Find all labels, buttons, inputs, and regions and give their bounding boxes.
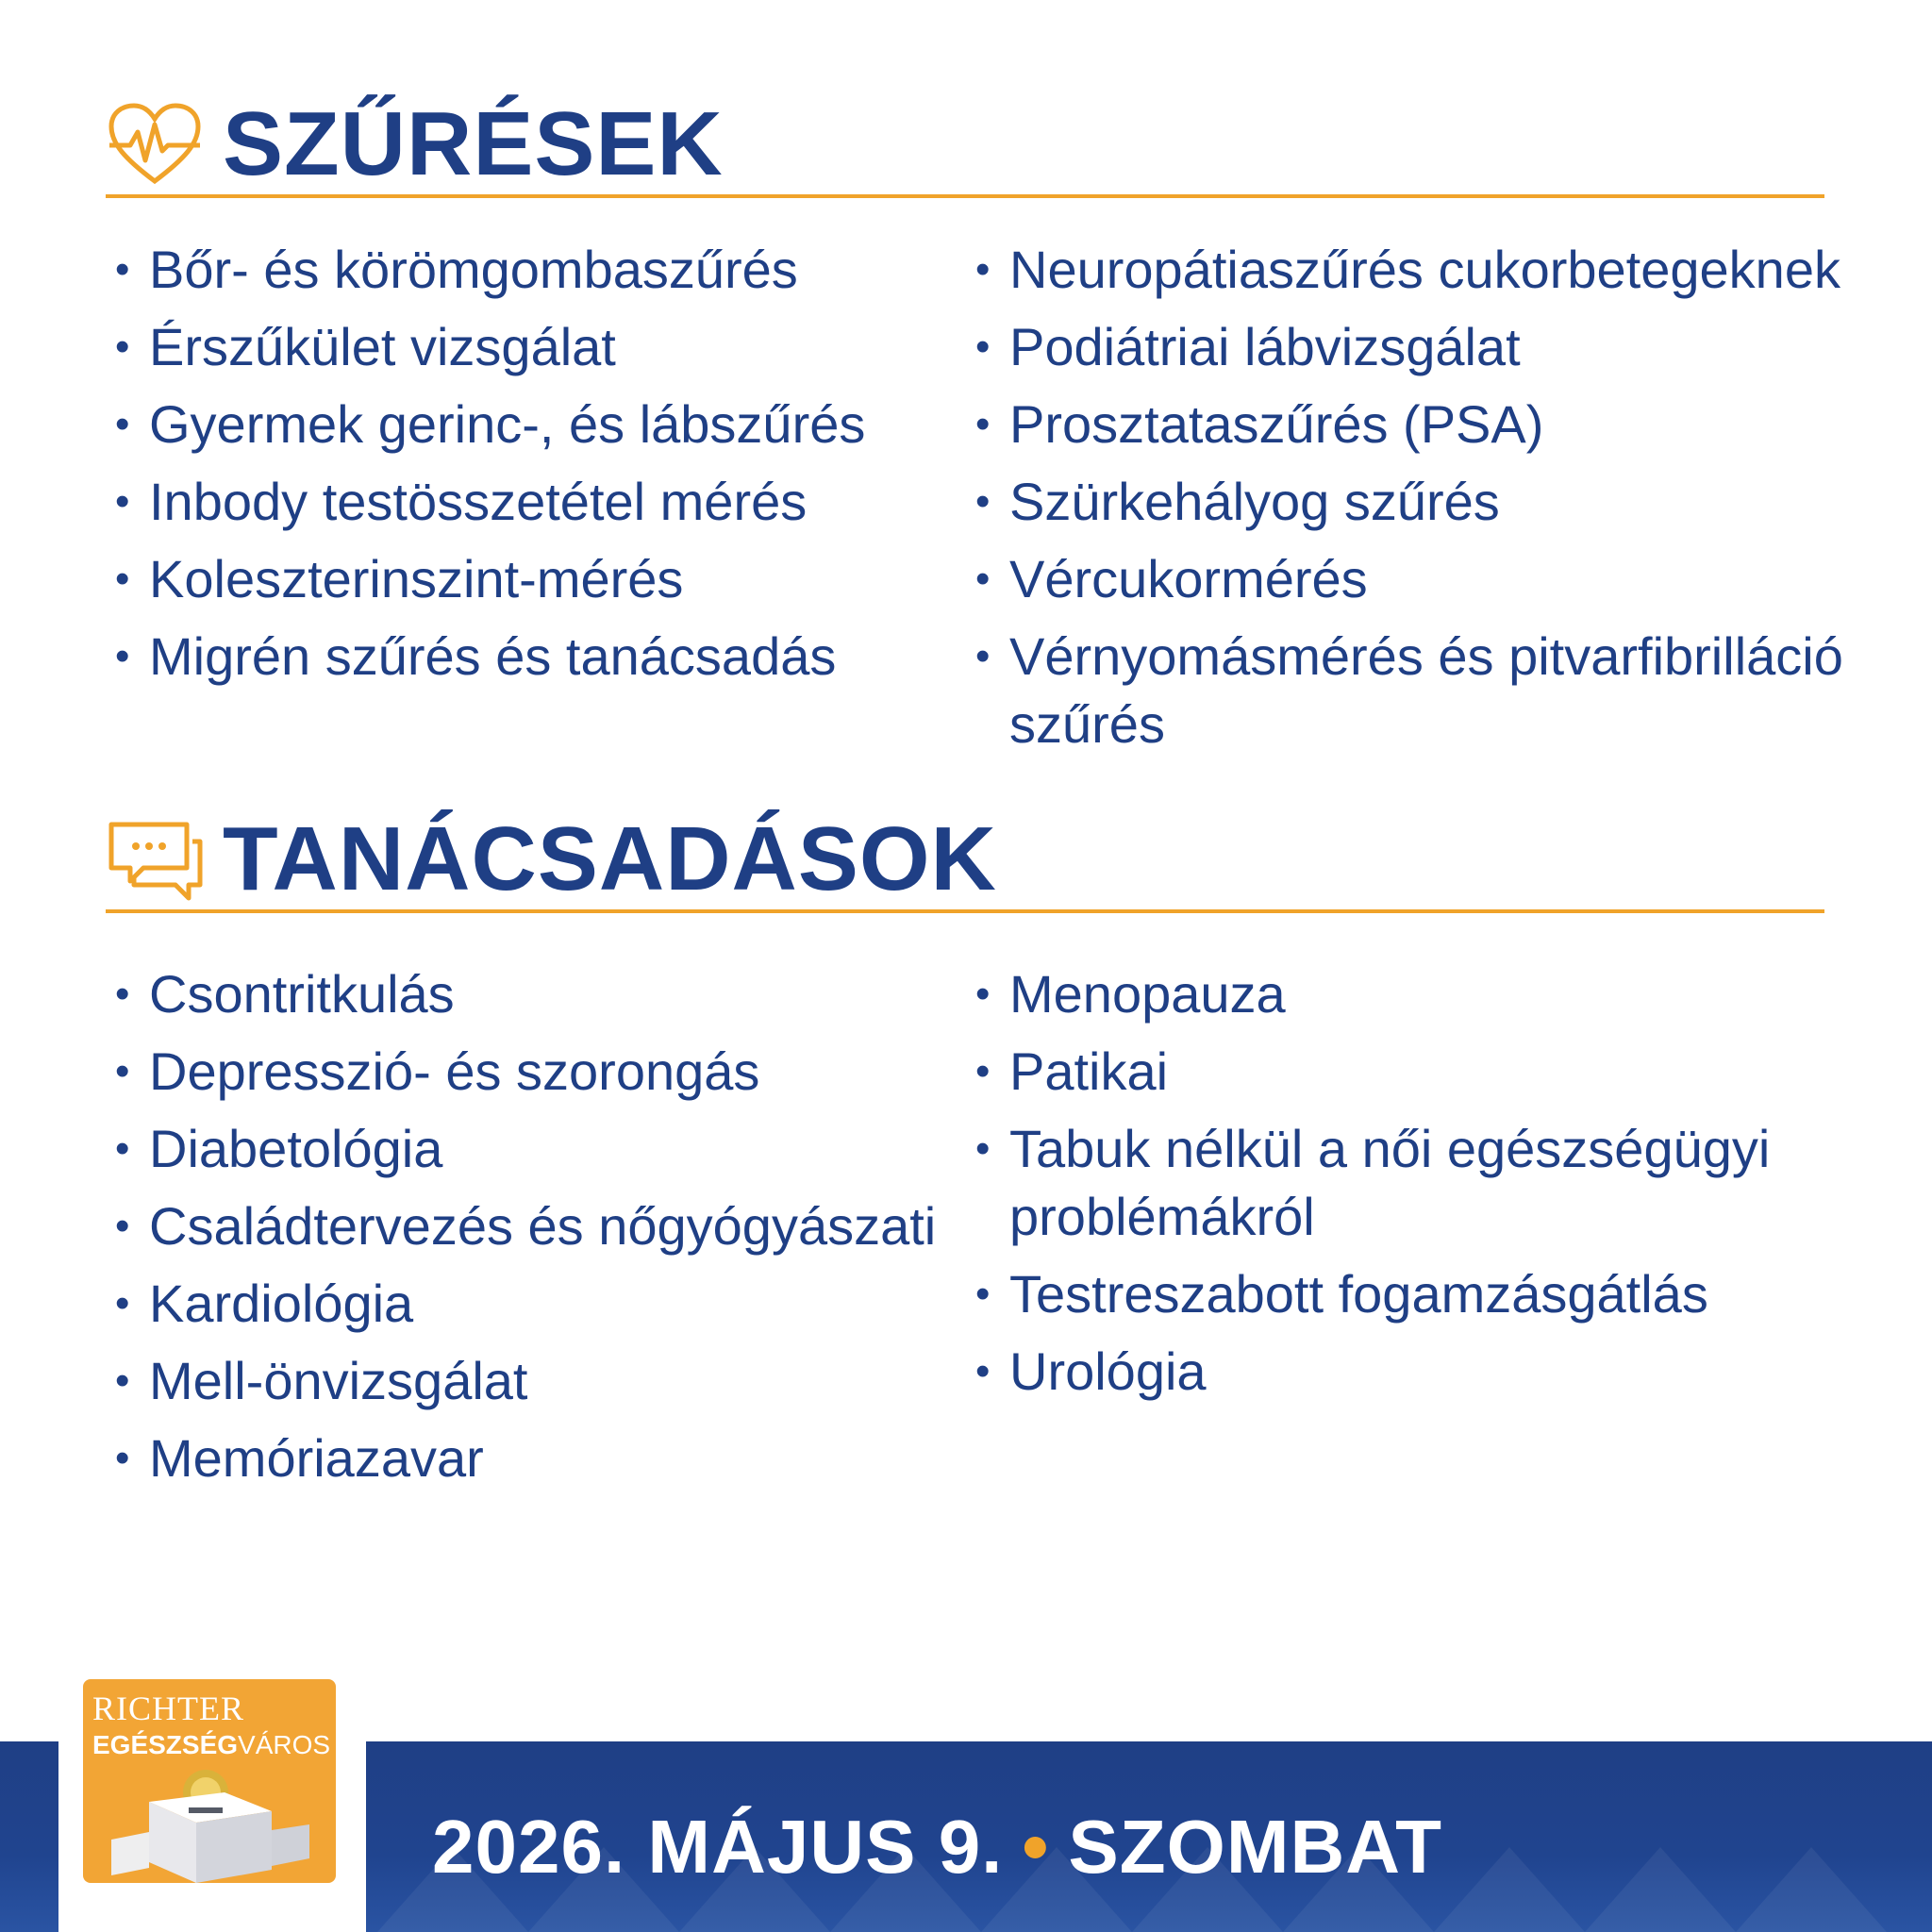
list-item: • Kardiológia bbox=[111, 1270, 960, 1338]
separator-dot: • bbox=[1022, 1805, 1050, 1889]
screenings-header bbox=[106, 94, 1824, 198]
list-item: • Migrén szűrés és tanácsadás bbox=[111, 623, 941, 691]
screenings-list-right bbox=[972, 236, 1877, 768]
list-item: • Mell-önvizsgálat bbox=[111, 1347, 960, 1415]
list-item: • Memóriazavar bbox=[111, 1424, 960, 1492]
cross-box-icon bbox=[111, 1764, 309, 1883]
event-date-text: 2026. MÁJUS 9. bbox=[432, 1805, 1004, 1889]
decor-triangle bbox=[1434, 1847, 1585, 1932]
list-item: • Inbody testösszetétel mérés bbox=[111, 468, 941, 536]
decor-triangle bbox=[1736, 1847, 1887, 1932]
decor-triangle bbox=[1585, 1847, 1736, 1932]
list-item: • Vércukormérés bbox=[972, 545, 1877, 613]
consultations-list-right bbox=[972, 960, 1877, 1415]
list-item: • Testreszabott fogamzásgátlás bbox=[972, 1260, 1877, 1328]
list-item: • Patikai bbox=[972, 1038, 1877, 1106]
list-item: • Szürkehályog szűrés bbox=[972, 468, 1877, 536]
list-item: • Urológia bbox=[972, 1338, 1877, 1406]
list-item: • Neuropátiaszűrés cukorbetegeknek bbox=[972, 236, 1877, 304]
event-date bbox=[432, 1804, 1442, 1890]
list-item: • Gyermek gerinc-, és lábszűrés bbox=[111, 391, 941, 458]
screenings-title: SZŰRÉSEK bbox=[223, 93, 724, 194]
list-item: • Tabuk nélkül a női egészségügyi problémákról bbox=[972, 1115, 1877, 1251]
list-item: • Érszűkület vizsgálat bbox=[111, 313, 941, 381]
list-item: • Csontritkulás bbox=[111, 960, 960, 1028]
list-item: • Prosztataszűrés (PSA) bbox=[972, 391, 1877, 458]
list-item: • Menopauza bbox=[972, 960, 1877, 1028]
list-item: • Depresszió- és szorongás bbox=[111, 1038, 960, 1106]
event-day-text: SZOMBAT bbox=[1068, 1805, 1442, 1889]
speech-bubbles-icon bbox=[106, 817, 204, 902]
logo-line1: RICHTER bbox=[92, 1690, 245, 1727]
list-item: • Podiátriai lábvizsgálat bbox=[972, 313, 1877, 381]
screenings-list-left bbox=[111, 236, 941, 700]
list-item: • Koleszterinszint-mérés bbox=[111, 545, 941, 613]
list-item: • Bőr- és körömgombaszűrés bbox=[111, 236, 941, 304]
list-item: • Diabetológia bbox=[111, 1115, 960, 1183]
logo-line2 bbox=[92, 1730, 330, 1760]
list-item: • Családtervezés és nőgyógyászati bbox=[111, 1192, 960, 1260]
heart-pulse-icon bbox=[106, 102, 204, 187]
logo-line2-rest: VÁROS bbox=[238, 1730, 331, 1759]
consultations-list-left bbox=[111, 960, 960, 1502]
richter-logo bbox=[83, 1679, 336, 1883]
list-item: • Vérnyomásmérés és pitvarfibrilláció szűrés bbox=[972, 623, 1877, 758]
logo-line2-bold: EGÉSZSÉG bbox=[92, 1730, 239, 1759]
consultations-title: TANÁCSADÁSOK bbox=[223, 808, 997, 909]
consultations-header bbox=[106, 809, 1824, 913]
